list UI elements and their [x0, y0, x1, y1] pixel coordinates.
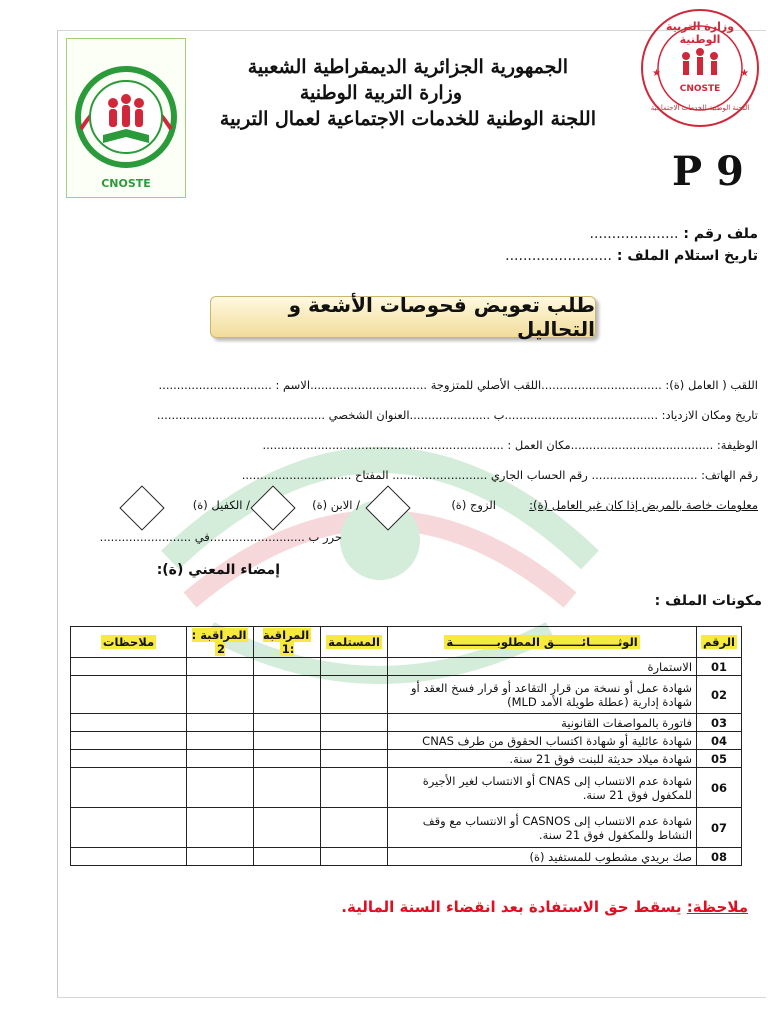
row-received-cell[interactable]: [321, 750, 388, 768]
col-check2: المراقبة : 2: [187, 627, 254, 658]
row-received-cell[interactable]: [321, 808, 388, 848]
col-notes: ملاحظات: [71, 627, 187, 658]
option-spouse-label: الزوج (ة): [451, 498, 496, 512]
row-notes-cell[interactable]: [71, 808, 187, 848]
row-check2-cell[interactable]: [187, 808, 254, 848]
form-code: P 9: [672, 148, 744, 195]
field-names[interactable]: اللقب ( العامل (ة): .................................اللقب الأصلي للمتزوجة ................................الاسم : ...............................: [158, 378, 758, 392]
documents-table: [70, 626, 742, 866]
row-received-cell[interactable]: [321, 768, 388, 808]
file-number-dots: ....................: [589, 226, 679, 242]
section-title: مكونات الملف :: [654, 593, 762, 609]
row-number: 08: [697, 848, 742, 866]
receipt-date: [505, 248, 758, 264]
table-body: [71, 658, 742, 866]
header-committee: اللجنة الوطنية للخدمات الاجتماعية لعمال التربية: [219, 108, 596, 130]
file-number-label: ملف رقم :: [683, 226, 758, 242]
row-check2-cell[interactable]: [187, 714, 254, 732]
cnoste-logo: [66, 38, 186, 198]
field-job-workplace[interactable]: الوظيفة: .......................................مكان العمل : ..................................................................: [262, 438, 758, 452]
row-check1-cell[interactable]: [254, 848, 321, 866]
row-check2-cell[interactable]: [187, 750, 254, 768]
official-stamp: [636, 4, 764, 132]
row-check1-cell[interactable]: [254, 676, 321, 714]
stamp-bottom-text: اللجنة الوطنية للخدمات الاجتماعية: [650, 104, 750, 112]
col-check1: المراقبة :1: [254, 627, 321, 658]
field-birth-address[interactable]: تاريخ ومكان الازدياد: ..........................................ب ......................العنوان الشخصي ..............................................: [156, 408, 758, 422]
row-number: 07: [697, 808, 742, 848]
footer-note: [341, 898, 748, 916]
patient-info-label: معلومات خاصة بالمريض إذا كان غير العامل (ة):: [529, 498, 758, 512]
row-notes-cell[interactable]: [71, 714, 187, 732]
table-header-row: [71, 627, 742, 658]
field-phone-account[interactable]: رقم الهاتف: ............................. رقم الحساب الجاري .......................... المفتاح ..............................: [241, 468, 758, 482]
option-child-label: / الابن (ة): [312, 498, 360, 512]
row-check1-cell[interactable]: [254, 714, 321, 732]
row-notes-cell[interactable]: [71, 658, 187, 676]
row-received-cell[interactable]: [321, 658, 388, 676]
row-check2-cell[interactable]: [187, 848, 254, 866]
col-documents: الوثـــــــائـــــــق المطلوبـــــــــــة: [388, 627, 697, 658]
row-check2-cell[interactable]: [187, 768, 254, 808]
stamp-middle-text: CNOSTE: [679, 84, 721, 94]
patient-info: [529, 498, 758, 512]
logo-text: CNOSTE: [101, 177, 151, 190]
row-number: 05: [697, 750, 742, 768]
receipt-date-dots: ........................: [505, 248, 612, 264]
row-received-cell[interactable]: [321, 848, 388, 866]
row-check1-cell[interactable]: [254, 768, 321, 808]
file-number: [590, 226, 759, 242]
table-row: [71, 732, 742, 750]
svg-text:★: ★: [740, 68, 749, 79]
row-check1-cell[interactable]: [254, 732, 321, 750]
row-number: 06: [697, 768, 742, 808]
stamp-top-text: وزارة التربية الوطنية: [665, 20, 735, 46]
receipt-date-label: تاريخ استلام الملف :: [616, 248, 758, 264]
row-check2-cell[interactable]: [187, 658, 254, 676]
row-document: فاتورة بالمواصفات القانونية: [388, 714, 697, 732]
option-ward-label: / الكفيل (ة): [192, 498, 250, 512]
row-notes-cell[interactable]: [71, 848, 187, 866]
col-received: المستلمة: [321, 627, 388, 658]
row-notes-cell[interactable]: [71, 732, 187, 750]
cnoste-logo-icon: [67, 39, 185, 197]
note-label: ملاحظة:: [686, 898, 748, 916]
row-document: شهادة عمل أو نسخة من قرار التقاعد أو قرار فسخ العقد أو شهادة إدارية (عطلة طويلة الأمد MLD): [388, 676, 697, 714]
row-check1-cell[interactable]: [254, 750, 321, 768]
row-received-cell[interactable]: [321, 714, 388, 732]
row-notes-cell[interactable]: [71, 676, 187, 714]
table-row: [71, 714, 742, 732]
row-document: شهادة عائلية أو شهادة اكتساب الحقوق من طرف CNAS: [388, 732, 697, 750]
table-row: [71, 808, 742, 848]
col-number: الرقم: [697, 627, 742, 658]
field-written-at[interactable]: حرر ب ..........................في .........................: [99, 530, 342, 544]
signature-label: إمضاء المعني (ة):: [156, 562, 280, 578]
table-row: [71, 768, 742, 808]
row-document: شهادة عدم الانتساب إلى CASNOS أو الانتساب مع وقف النشاط وللمكفول فوق 21 سنة.: [388, 808, 697, 848]
form-title: طلب تعويض فحوصات الأشعة و التحاليل: [210, 296, 596, 338]
row-number: 03: [697, 714, 742, 732]
row-number: 02: [697, 676, 742, 714]
row-number: 04: [697, 732, 742, 750]
table-row: [71, 658, 742, 676]
row-document: شهادة عدم الانتساب إلى CNAS أو الانتساب لغير الأجيرة للمكفول فوق 21 سنة.: [388, 768, 697, 808]
row-check1-cell[interactable]: [254, 808, 321, 848]
row-document: الاستمارة: [388, 658, 697, 676]
row-document: شهادة ميلاد حديثة للبنت فوق 21 سنة.: [388, 750, 697, 768]
svg-text:★: ★: [652, 68, 661, 79]
row-received-cell[interactable]: [321, 676, 388, 714]
row-document: صك بريدي مشطوب للمستفيد (ة): [388, 848, 697, 866]
table-row: [71, 848, 742, 866]
note-text: يسقط حق الاستفادة بعد انقضاء السنة المالية.: [341, 898, 682, 916]
row-check2-cell[interactable]: [187, 676, 254, 714]
row-notes-cell[interactable]: [71, 768, 187, 808]
table-row: [71, 676, 742, 714]
row-check1-cell[interactable]: [254, 658, 321, 676]
header-ministry: وزارة التربية الوطنية: [299, 82, 462, 104]
row-received-cell[interactable]: [321, 732, 388, 750]
table-row: [71, 750, 742, 768]
row-check2-cell[interactable]: [187, 732, 254, 750]
row-notes-cell[interactable]: [71, 750, 187, 768]
row-number: 01: [697, 658, 742, 676]
header-republic: الجمهورية الجزائرية الديمقراطية الشعبية: [247, 56, 568, 78]
